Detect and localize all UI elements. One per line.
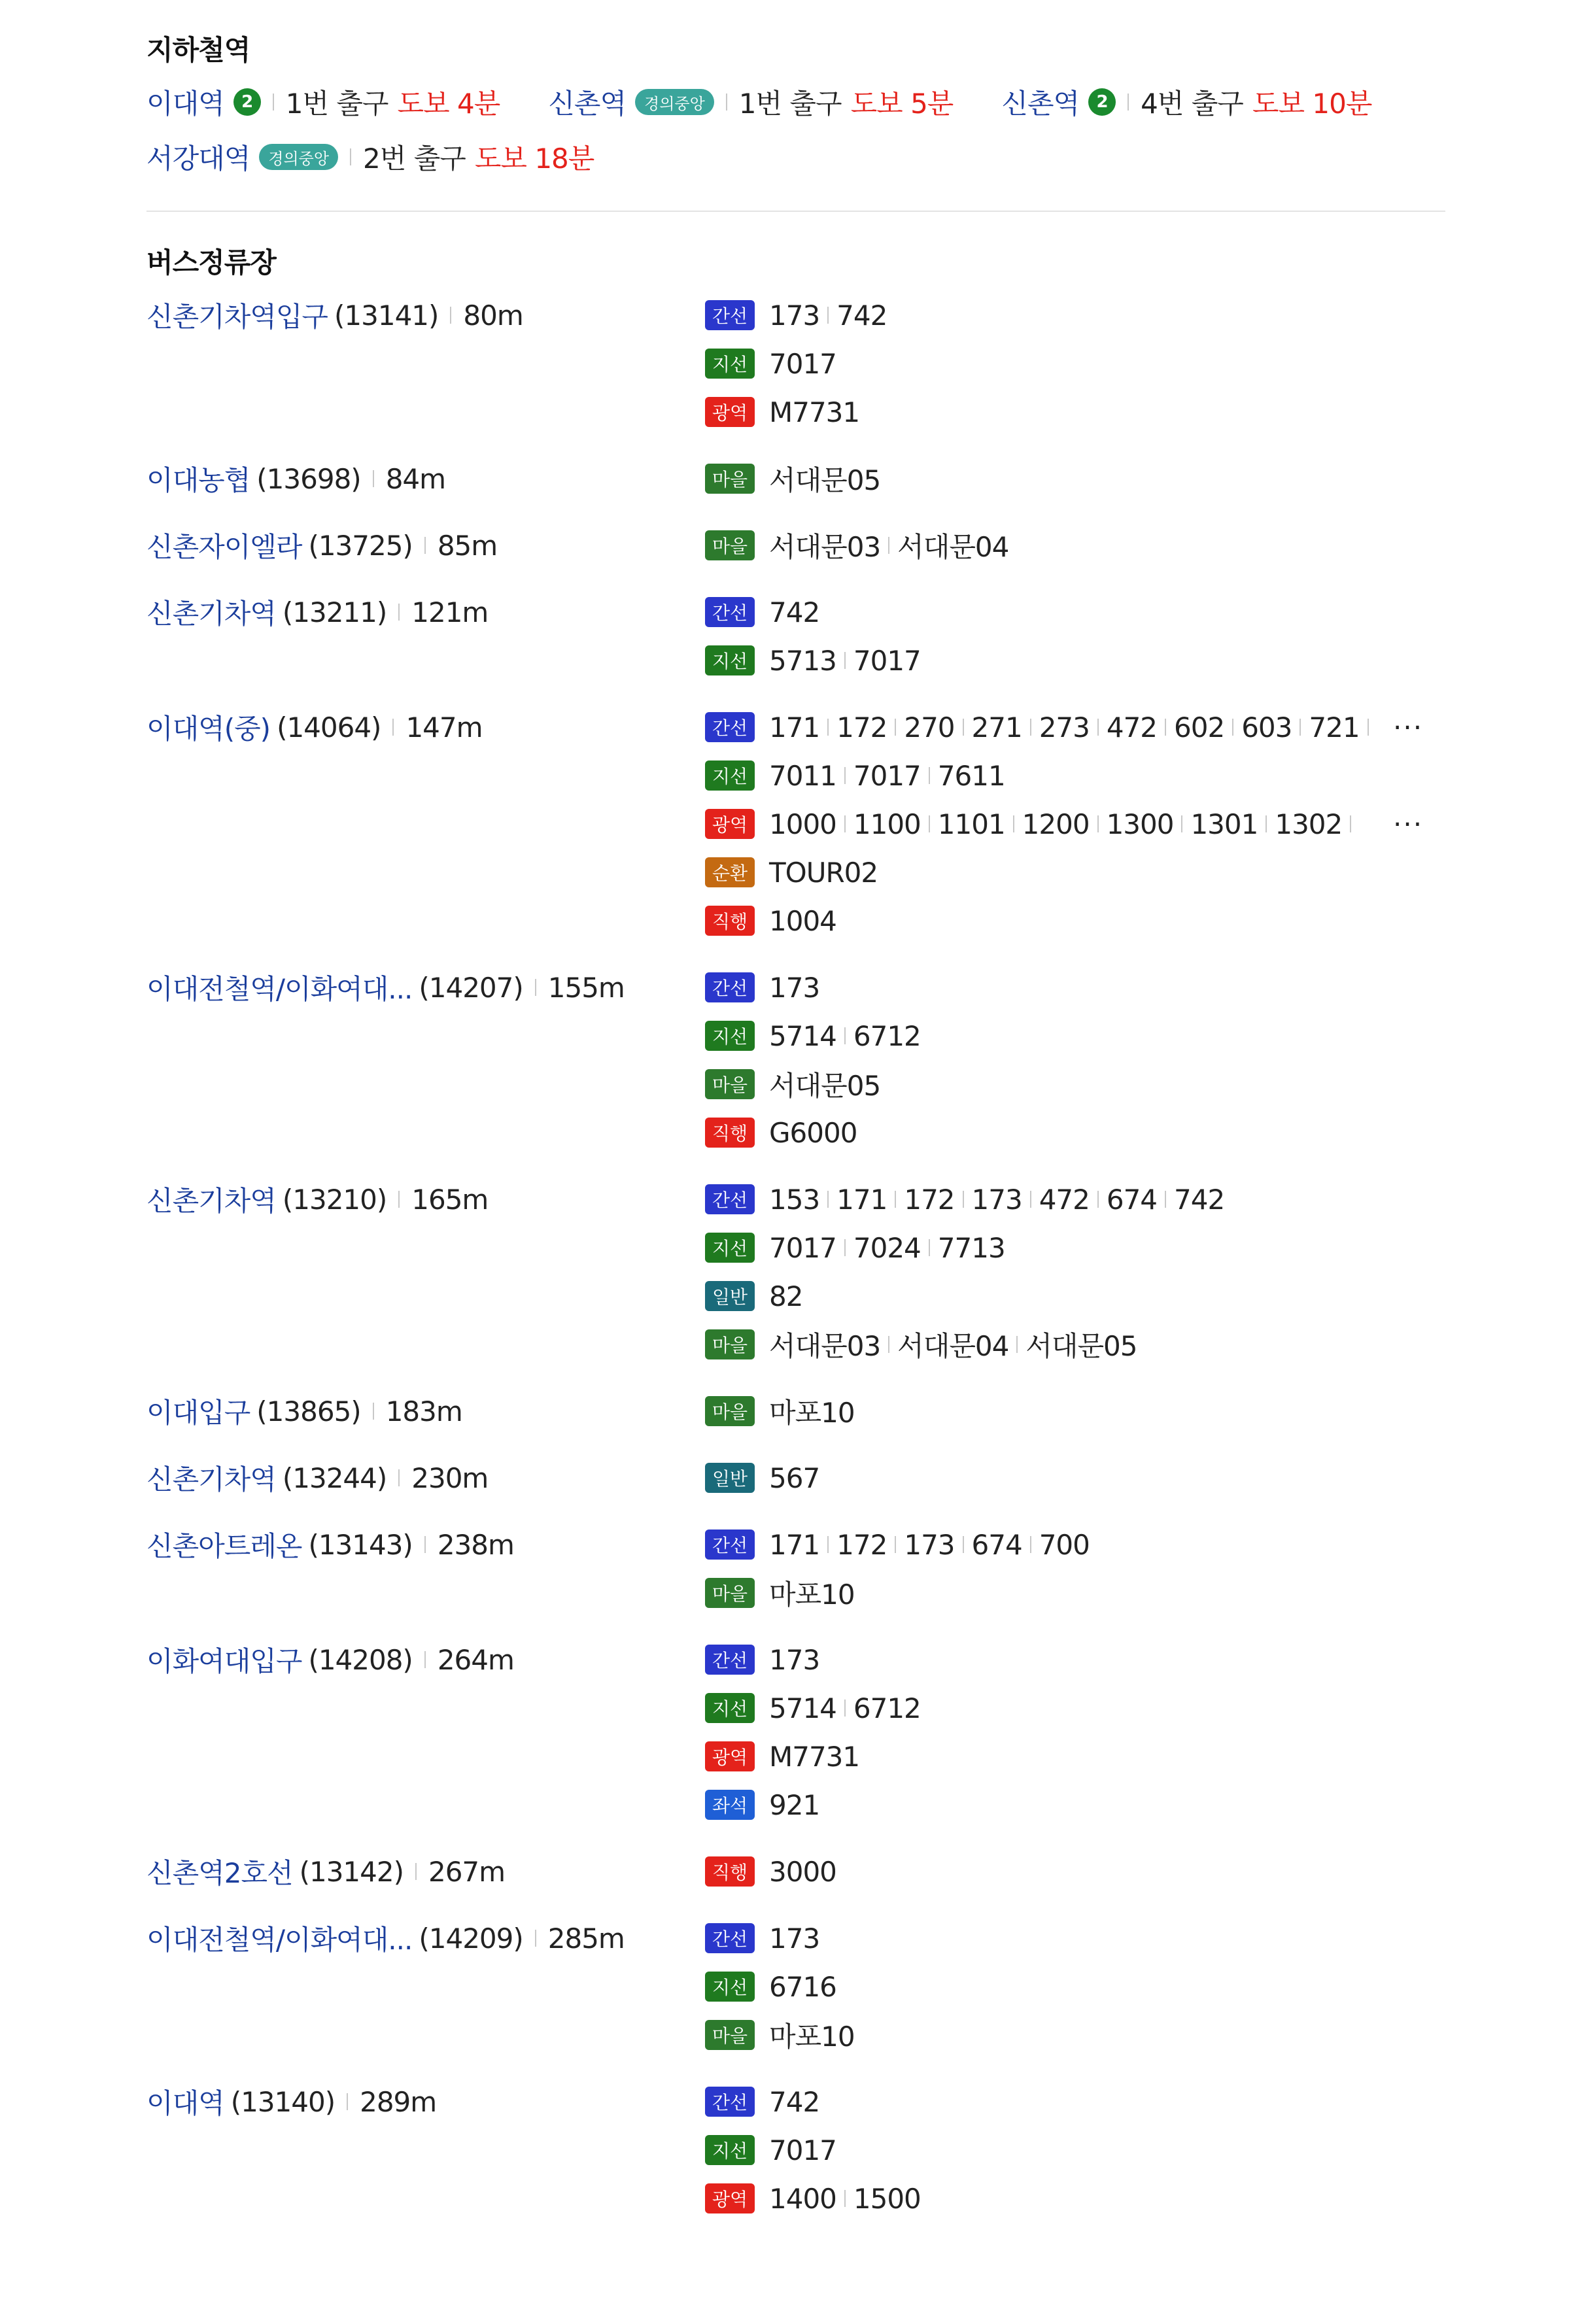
bus-route-number[interactable]: 171: [769, 1528, 820, 1561]
bus-stop-row: [146, 2082, 436, 2121]
bus-type-badge: 광역: [705, 809, 755, 839]
bus-route-row: [705, 1737, 859, 1776]
bus-route-number[interactable]: 721: [1309, 711, 1360, 743]
divider-bar: [398, 1469, 400, 1486]
bus-route-number[interactable]: 1301: [1190, 808, 1258, 840]
divider-bar: [1030, 1536, 1031, 1553]
divider-bar: [844, 652, 846, 669]
divider-bar: [273, 94, 274, 111]
divider-bar: [844, 1027, 846, 1044]
subway-station-item: [146, 137, 594, 177]
bus-route-number[interactable]: 1300: [1106, 808, 1174, 840]
bus-stop-link[interactable]: 이화여대입구: [146, 1645, 302, 1677]
bus-type-badge: 좌석: [705, 1790, 755, 1820]
bus-route-row: [705, 2082, 819, 2121]
divider-bar: [963, 1536, 964, 1553]
divider-bar: [827, 307, 829, 324]
divider-bar: [450, 307, 451, 324]
bus-stop-row: [146, 459, 445, 498]
bus-stop-distance: 289m: [360, 2085, 437, 2118]
bus-type-badge: 지선: [705, 349, 755, 379]
bus-stop-distance: 155m: [547, 971, 625, 1004]
subway-line-row: [146, 137, 642, 177]
divider-bar: [895, 1536, 896, 1553]
bus-stop-distance: 85m: [437, 529, 498, 562]
bus-type-badge: 직행: [705, 906, 755, 936]
bus-stop-link[interactable]: 이대전철역/이화여대...: [146, 1924, 413, 1956]
bus-type-badge: 순환: [705, 857, 755, 887]
divider-bar: [844, 2190, 846, 2207]
subway-line-row: [146, 82, 1420, 122]
bus-type-badge: 간선: [705, 2087, 755, 2117]
bus-route-row: [705, 592, 819, 632]
bus-route-number[interactable]: 7017: [769, 2134, 836, 2166]
bus-type-badge: 간선: [705, 597, 755, 627]
divider-bar: [373, 1403, 374, 1420]
divider-bar: [1013, 815, 1014, 832]
divider-bar: [929, 767, 930, 784]
exit-number: 1번 출구: [285, 88, 388, 120]
divider-bar: [929, 815, 930, 832]
bus-stop-link[interactable]: 신촌역2호선: [146, 1857, 293, 1889]
bus-stop-link[interactable]: 이대역: [146, 2087, 224, 2119]
bus-route-number[interactable]: 서대문03: [769, 531, 881, 563]
bus-stop-link[interactable]: 신촌기차역: [146, 1185, 276, 1217]
bus-stop-distance: 165m: [411, 1183, 489, 1216]
bus-type-badge: 마을: [705, 2020, 755, 2050]
bus-route-number[interactable]: 567: [769, 1461, 820, 1494]
subway-line-badge: 경의중앙: [259, 144, 338, 170]
bus-route-row: [705, 1785, 819, 1824]
bus-route-number[interactable]: 3000: [769, 1855, 836, 1888]
bus-route-row: [705, 1065, 880, 1104]
bus-route-number[interactable]: 서대문05: [769, 464, 881, 496]
bus-route-row: [705, 641, 921, 680]
bus-stop-row: [146, 296, 523, 335]
bus-type-badge: 마을: [705, 464, 755, 494]
bus-stop-distance: 121m: [411, 596, 489, 628]
bus-route-row: [705, 1228, 1005, 1267]
bus-stop-row: [146, 1458, 488, 1497]
bus-stop-row: [146, 1180, 488, 1219]
bus-route-row: [705, 1276, 802, 1316]
bus-route-number[interactable]: 5714: [769, 1019, 836, 1052]
bus-route-number[interactable]: 173: [769, 971, 820, 1004]
divider-bar: [895, 719, 896, 736]
bus-route-number[interactable]: 7017: [769, 347, 836, 380]
divider-bar: [535, 979, 536, 996]
bus-stop-distance: 183m: [385, 1395, 462, 1427]
bus-stop-link[interactable]: 이대전철역/이화여대...: [146, 973, 413, 1005]
bus-route-row: [705, 1525, 1090, 1564]
bus-route-row: [705, 526, 1008, 565]
bus-route-number[interactable]: 742: [836, 299, 887, 332]
bus-type-badge: 일반: [705, 1281, 755, 1311]
subway-section-title: 지하철역: [146, 34, 250, 66]
divider-bar: [1368, 719, 1369, 736]
walk-time: 도보 10분: [1252, 88, 1372, 120]
walk-time: 도보 18분: [474, 143, 594, 175]
bus-type-badge: 간선: [705, 300, 755, 330]
bus-route-number[interactable]: 1100: [853, 808, 921, 840]
divider-bar: [844, 1239, 846, 1256]
bus-stop-id: (14207): [419, 971, 523, 1004]
bus-route-number[interactable]: 1000: [769, 808, 836, 840]
divider-bar: [1165, 1191, 1166, 1208]
divider-bar: [398, 1191, 400, 1208]
bus-type-badge: 광역: [705, 397, 755, 427]
bus-stop-distance: 230m: [411, 1461, 489, 1494]
bus-type-badge: 일반: [705, 1463, 755, 1493]
divider-bar: [888, 1336, 889, 1353]
bus-route-number[interactable]: 서대문03: [769, 1330, 881, 1362]
bus-route-number[interactable]: 700: [1039, 1528, 1090, 1561]
divider-bar: [1097, 815, 1099, 832]
bus-route-number[interactable]: 7713: [937, 1231, 1005, 1264]
bus-route-number[interactable]: 마포10: [769, 2021, 855, 2053]
exit-number: 1번 출구: [738, 88, 842, 120]
bus-route-number[interactable]: 602: [1174, 711, 1225, 743]
divider-bar: [373, 470, 374, 487]
bus-route-number[interactable]: 921: [769, 1788, 820, 1821]
bus-route-number[interactable]: 7017: [853, 759, 921, 792]
divider-bar: [1016, 1336, 1018, 1353]
more-routes-button[interactable]: ···: [1393, 711, 1424, 743]
bus-route-number[interactable]: 서대문04: [897, 531, 1009, 563]
bus-route-number[interactable]: TOUR02: [769, 856, 878, 889]
bus-type-badge: 직행: [705, 1118, 755, 1148]
divider-bar: [398, 604, 400, 621]
bus-type-badge: 간선: [705, 712, 755, 742]
bus-stop-row: [146, 1640, 514, 1679]
bus-route-number[interactable]: 5714: [769, 1692, 836, 1724]
bus-route-row: [705, 344, 836, 383]
divider-bar: [392, 719, 394, 736]
bus-route-number[interactable]: 742: [769, 596, 820, 628]
bus-route-row: [705, 756, 1005, 795]
bus-stop-link[interactable]: 신촌아트레온: [146, 1530, 302, 1562]
walk-time: 도보 5분: [850, 88, 954, 120]
divider-bar: [963, 1191, 964, 1208]
divider-bar: [350, 148, 351, 165]
bus-type-badge: 지선: [705, 1021, 755, 1051]
bus-route-row: [705, 708, 1377, 747]
divider-bar: [844, 767, 846, 784]
bus-route-number[interactable]: 서대문05: [769, 1070, 881, 1102]
divider-bar: [1030, 719, 1031, 736]
bus-type-badge: 지선: [705, 2135, 755, 2165]
subway-station-link[interactable]: 서강대역: [146, 143, 250, 175]
bus-route-number[interactable]: 6712: [853, 1019, 921, 1052]
bus-route-row: [705, 459, 880, 498]
divider-bar: [535, 1930, 536, 1947]
bus-route-row: [705, 1392, 855, 1431]
bus-route-number[interactable]: 서대문04: [897, 1330, 1009, 1362]
bus-type-badge: 광역: [705, 1741, 755, 1771]
bus-route-number[interactable]: 153: [769, 1183, 820, 1216]
bus-route-number[interactable]: 271: [971, 711, 1022, 743]
bus-route-number[interactable]: 173: [904, 1528, 955, 1561]
bus-type-badge: 마을: [705, 1578, 755, 1608]
bus-route-row: [705, 1688, 921, 1728]
divider-bar: [424, 1536, 426, 1553]
divider-bar: [1165, 719, 1166, 736]
bus-route-number[interactable]: 5713: [769, 644, 836, 677]
bus-route-row: [705, 1325, 1137, 1364]
bus-stop-distance: 267m: [428, 1855, 506, 1888]
bus-route-number[interactable]: 674: [1106, 1183, 1158, 1216]
bus-type-badge: 마을: [705, 1069, 755, 1099]
bus-route-number[interactable]: 603: [1241, 711, 1292, 743]
bus-route-number[interactable]: 1200: [1022, 808, 1090, 840]
bus-route-number[interactable]: 7024: [853, 1231, 921, 1264]
bus-route-number[interactable]: 172: [836, 711, 887, 743]
bus-stop-id: (13244): [282, 1461, 387, 1494]
bus-type-badge: 지선: [705, 1972, 755, 2002]
bus-route-row: [705, 968, 819, 1007]
more-routes-button[interactable]: ···: [1393, 808, 1424, 840]
bus-route-row: [705, 296, 887, 335]
bus-route-number[interactable]: M7731: [769, 396, 860, 428]
divider-bar: [347, 2093, 348, 2110]
bus-type-badge: 간선: [705, 972, 755, 1002]
bus-stop-row: [146, 708, 483, 747]
bus-route-number[interactable]: 173: [971, 1183, 1022, 1216]
divider-bar: [726, 94, 727, 111]
bus-route-row: [705, 804, 1359, 844]
bus-type-badge: 직행: [705, 1856, 755, 1887]
bus-stop-distance: 147m: [405, 711, 483, 743]
bus-type-badge: 광역: [705, 2183, 755, 2213]
bus-route-number[interactable]: 172: [904, 1183, 955, 1216]
bus-route-number[interactable]: 6712: [853, 1692, 921, 1724]
bus-route-number[interactable]: 171: [836, 1183, 887, 1216]
bus-type-badge: 간선: [705, 1923, 755, 1953]
bus-route-row: [705, 2179, 921, 2218]
bus-route-number[interactable]: 82: [769, 1280, 803, 1312]
divider-bar: [424, 1651, 426, 1668]
divider-bar: [827, 719, 829, 736]
divider-bar: [1350, 815, 1351, 832]
bus-route-row: [705, 1458, 819, 1497]
bus-stop-id: (13865): [256, 1395, 361, 1427]
bus-stop-id: (14209): [419, 1922, 523, 1955]
bus-route-number[interactable]: 1101: [937, 808, 1005, 840]
bus-route-row: [705, 1967, 836, 2006]
bus-stop-distance: 238m: [437, 1528, 514, 1561]
bus-stop-distance: 264m: [437, 1643, 514, 1676]
bus-route-number[interactable]: 172: [836, 1528, 887, 1561]
divider-bar: [1300, 719, 1301, 736]
bus-route-number[interactable]: 742: [769, 2085, 820, 2118]
bus-section-title: 버스정류장: [146, 247, 276, 279]
divider-bar: [888, 537, 889, 554]
bus-stop-row: [146, 1392, 462, 1431]
bus-stop-id: (13211): [282, 596, 387, 628]
bus-route-row: [705, 1852, 836, 1891]
divider-bar: [844, 815, 846, 832]
bus-route-row: [705, 392, 859, 432]
subway-station-link[interactable]: 신촌역: [1001, 88, 1080, 120]
bus-stop-id: (13698): [256, 462, 361, 495]
bus-route-number[interactable]: 472: [1106, 711, 1158, 743]
bus-route-row: [705, 901, 836, 940]
bus-stop-distance: 80m: [463, 299, 523, 332]
bus-stop-id: (14208): [308, 1643, 413, 1676]
bus-stop-row: [146, 526, 497, 565]
bus-stop-id: (13142): [299, 1855, 404, 1888]
divider-bar: [1128, 94, 1129, 111]
divider-bar: [1265, 815, 1267, 832]
bus-stop-link[interactable]: 이대농협: [146, 464, 250, 496]
bus-type-badge: 마을: [705, 1329, 755, 1359]
divider-bar: [844, 1700, 846, 1717]
bus-route-row: [705, 1573, 855, 1613]
bus-type-badge: 간선: [705, 1184, 755, 1214]
bus-stop-id: (13141): [334, 299, 439, 332]
bus-route-number[interactable]: 7017: [853, 644, 921, 677]
bus-route-number[interactable]: 270: [904, 711, 955, 743]
subway-line-badge: 2: [233, 88, 261, 116]
bus-route-number[interactable]: 1500: [853, 2182, 921, 2215]
walk-time: 도보 4분: [397, 88, 500, 120]
bus-stop-row: [146, 1919, 625, 1958]
bus-route-number[interactable]: 마포10: [769, 1397, 855, 1429]
bus-stop-id: (13140): [230, 2085, 336, 2118]
divider-bar: [827, 1536, 829, 1553]
divider-bar: [895, 1191, 896, 1208]
bus-route-number[interactable]: 마포10: [769, 1579, 855, 1611]
bus-route-number[interactable]: 서대문05: [1025, 1330, 1137, 1362]
bus-route-number[interactable]: 472: [1039, 1183, 1090, 1216]
divider-bar: [827, 1191, 829, 1208]
bus-stop-link[interactable]: 신촌자이엘라: [146, 531, 302, 563]
divider-bar: [424, 537, 426, 554]
bus-route-row: [705, 853, 878, 892]
divider-bar: [415, 1863, 417, 1880]
bus-type-badge: 지선: [705, 1693, 755, 1723]
bus-route-number[interactable]: 1302: [1275, 808, 1343, 840]
bus-route-row: [705, 1016, 921, 1055]
bus-type-badge: 마을: [705, 1396, 755, 1426]
bus-stop-link[interactable]: 이대역(중): [146, 713, 271, 745]
bus-route-number[interactable]: 7611: [937, 759, 1005, 792]
bus-stop-link[interactable]: 이대입구: [146, 1397, 250, 1429]
section-divider: [146, 211, 1445, 212]
bus-route-number[interactable]: 742: [1174, 1183, 1225, 1216]
bus-route-number[interactable]: 171: [769, 711, 820, 743]
bus-stop-row: [146, 592, 488, 632]
subway-line-badge: 경의중앙: [635, 89, 714, 115]
bus-stop-distance: 285m: [547, 1922, 625, 1955]
bus-stop-id: (13725): [308, 529, 413, 562]
bus-route-row: [705, 2015, 855, 2055]
bus-type-badge: 마을: [705, 530, 755, 560]
bus-route-row: [705, 1640, 819, 1679]
divider-bar: [1181, 815, 1182, 832]
bus-route-number[interactable]: 1004: [769, 904, 836, 937]
bus-stop-id: (14064): [277, 711, 381, 743]
bus-route-number[interactable]: 7011: [769, 759, 836, 792]
bus-stop-link[interactable]: 신촌기차역: [146, 598, 276, 630]
bus-stop-link[interactable]: 신촌기차역: [146, 1463, 276, 1495]
bus-stop-row: [146, 1852, 505, 1891]
bus-stop-row: [146, 968, 625, 1007]
divider-bar: [1232, 719, 1233, 736]
bus-route-number[interactable]: 173: [769, 1643, 820, 1676]
bus-type-badge: 지선: [705, 645, 755, 675]
bus-route-number[interactable]: 7017: [769, 1231, 836, 1264]
bus-route-number[interactable]: G6000: [769, 1116, 857, 1149]
bus-route-row: [705, 2130, 836, 2170]
bus-stop-distance: 84m: [385, 462, 446, 495]
bus-stop-row: [146, 1525, 514, 1564]
divider-bar: [1097, 719, 1099, 736]
subway-station-link[interactable]: 이대역: [146, 88, 224, 120]
bus-type-badge: 간선: [705, 1645, 755, 1675]
subway-station-item: [1001, 82, 1371, 122]
bus-route-row: [705, 1113, 857, 1152]
bus-stop-id: (13143): [308, 1528, 413, 1561]
bus-route-number[interactable]: 173: [769, 299, 820, 332]
exit-number: 2번 출구: [363, 143, 466, 175]
bus-type-badge: 지선: [705, 760, 755, 791]
bus-route-number[interactable]: 173: [769, 1922, 820, 1955]
subway-station-link[interactable]: 신촌역: [548, 88, 627, 120]
bus-route-row: [705, 1919, 819, 1958]
bus-route-row: [705, 1180, 1224, 1219]
divider-bar: [963, 719, 964, 736]
bus-type-badge: 지선: [705, 1233, 755, 1263]
bus-route-number[interactable]: 1400: [769, 2182, 836, 2215]
subway-station-item: [146, 82, 500, 122]
bus-route-number[interactable]: 674: [971, 1528, 1022, 1561]
bus-route-number[interactable]: M7731: [769, 1740, 860, 1773]
bus-stop-link[interactable]: 신촌기차역입구: [146, 301, 328, 333]
bus-stop-id: (13210): [282, 1183, 387, 1216]
subway-line-badge: 2: [1088, 88, 1116, 116]
subway-station-item: [548, 82, 953, 122]
bus-route-number[interactable]: 6716: [769, 1970, 836, 2003]
bus-route-number[interactable]: 273: [1039, 711, 1090, 743]
exit-number: 4번 출구: [1141, 88, 1243, 120]
divider-bar: [1097, 1191, 1099, 1208]
divider-bar: [1030, 1191, 1031, 1208]
bus-type-badge: 간선: [705, 1529, 755, 1560]
divider-bar: [929, 1239, 930, 1256]
